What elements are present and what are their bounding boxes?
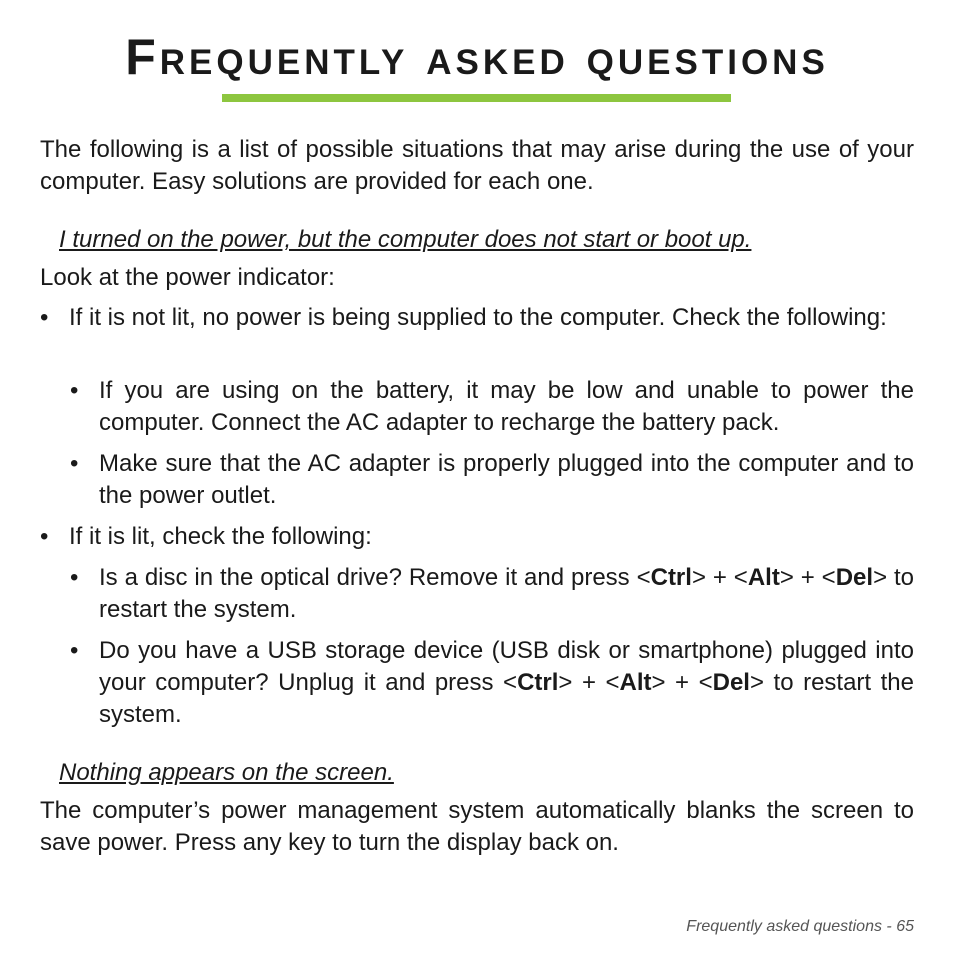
bullet-icon: • — [70, 377, 79, 404]
list-item-not-lit — [40, 302, 914, 334]
bullet-icon: • — [70, 450, 79, 477]
bullet-icon: • — [40, 523, 49, 550]
key-alt: Alt — [747, 564, 780, 591]
intro-paragraph: The following is a list of possible situations that may arise during the use of your computer. Easy solutions are provided for each one. — [40, 136, 914, 195]
sublist-item-usb — [70, 635, 914, 731]
power-management-paragraph: The computer’s power management system automatically blanks the screen to save power. Press any key to turn the display back on. — [40, 797, 914, 856]
footer-label: Frequently asked questions - — [686, 918, 892, 935]
list-item-text: Do you have a USB storage device (USB disk or smartphone) plugged into your computer? Unplug it and press <Ctrl> + <Alt> + <Del> to restart the system. — [99, 637, 914, 728]
section-heading-no-boot: I turned on the power, but the computer does not start or boot up. — [59, 226, 752, 253]
title-underline — [222, 94, 731, 102]
key-del: Del — [835, 564, 874, 591]
key-del: Del — [712, 669, 750, 696]
section-heading-no-display: Nothing appears on the screen. — [59, 759, 394, 786]
page-number: 65 — [896, 918, 914, 935]
list-item-text: Is a disc in the optical drive? Remove it and press <Ctrl> + <Alt> + <Del> to restart the system. — [99, 564, 915, 623]
power-indicator-lead: Look at the power indicator: — [40, 264, 335, 291]
list-item-text: If you are using on the battery, it may be low and unable to power the computer. Connect the AC adapter to recharge the battery pack. — [99, 377, 914, 436]
sublist-item-adapter — [70, 448, 914, 512]
key-ctrl: Ctrl — [650, 564, 692, 591]
document-page — [40, 0, 914, 954]
bullet-icon: • — [40, 304, 49, 331]
page-title: Frequently asked questions — [125, 29, 829, 85]
list-item-text: Make sure that the AC adapter is properly plugged into the computer and to the power outlet. — [99, 450, 914, 509]
page-footer — [686, 916, 914, 938]
bullet-icon: • — [70, 564, 79, 591]
list-item-text: If it is not lit, no power is being supplied to the computer. Check the following: — [69, 304, 887, 331]
sublist-item-disc — [70, 562, 915, 626]
key-alt: Alt — [619, 669, 652, 696]
list-item-lit — [40, 521, 914, 553]
list-item-text: If it is lit, check the following: — [69, 523, 372, 550]
sublist-item-battery — [70, 375, 914, 439]
bullet-icon: • — [70, 637, 79, 664]
key-ctrl: Ctrl — [517, 669, 559, 696]
